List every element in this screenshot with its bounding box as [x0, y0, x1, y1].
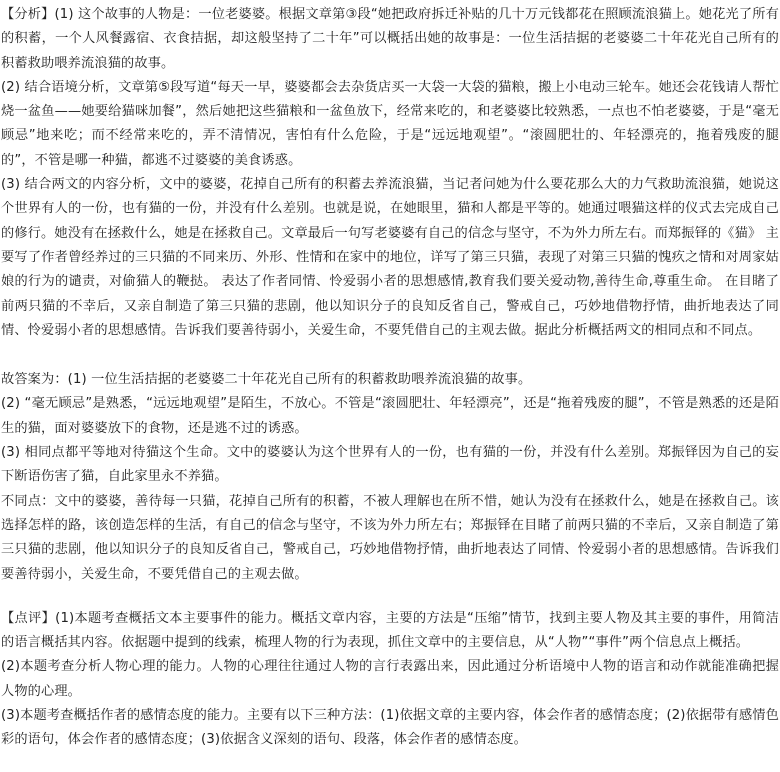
- analysis-paragraph-1: 【分析】(1) 这个故事的人物是：一位老婆婆。根据文章第③段“她把政府拆迁补贴的几十万元钱都花在照顾流浪猫上。她花光了所有的积蓄，一个人风餐露宿、衣食拮据，却这般坚持了二十年”可以概括出她的故事是：一位生活拮据的老婆婆二十年花光自己所有的积蓄救助喂养流浪猫的故事。: [1, 7, 779, 71]
- analysis-paragraph-2: (2) 结合语境分析，文章第⑤段写道“每天一早，婆婆都会去杂货店买一大袋一大袋的猫粮，搬上小电动三轮车。她还会花钱请人帮忙烧一盆鱼——她要给猫咪加餐”，然后她把这些猫粮和一盆鱼放下，经常来吃的，和老婆婆比较熟悉，一点也不怕老婆婆，于是“毫无顾忌”地来吃；而不经常来吃的，弄不清情况，害怕有什么危险，于是“远远地观望”。“滚圆肥壮的、年轻漂亮的，拖着残废的腿的”，不管是哪一种猫，都逃不过婆婆的美食诱惑。: [1, 79, 779, 168]
- answer-paragraph-2: (2) “毫无顾忌”是熟悉，“远远地观望”是陌生，不放心。不管是“滚圆肥壮、年轻漂亮”，还是“拖着残废的腿”，不管是熟悉的还是陌生的猫，面对婆婆放下的食物，还是逃不过的诱惑。: [1, 396, 779, 436]
- answer-paragraph-1: 故答案为：(1) 一位生活拮据的老婆婆二十年花光自己所有的积蓄救助喂养流浪猫的故事。: [1, 372, 532, 388]
- section-spacer: [0, 587, 780, 607]
- answer-paragraph-4: 不同点：文中的婆婆，善待每一只猫，花掉自己所有的积蓄，不被人理解也在所不惜，她认为没有在拯救什么，她是在拯救自己。该选择怎样的路，该创造怎样的生活，有自己的信念与坚守，不该为外力所左右；郑振铎在目睹了前两只猫的不幸后，又亲自制造了第三只猫的悲剧，他以知识分子的良知反省自己，警戒自己，巧妙地借物抒情，曲折地表达了同情、怜爱弱小者的思想感情。告诉我们要善待弱小，关爱生命，不要凭借自己的主观去做。: [1, 493, 779, 582]
- analysis-paragraph-3: (3) 结合两文的内容分析，文中的婆婆，花掉自己所有的积蓄去养流浪猫，当记者问她为什么要花那么大的力气救助流浪猫，她说这个世界有人的一份，也有猫的一份，并没有什么差别。也就是说，在她眼里，猫和人都是平等的。她通过喂猫这样的仪式去完成自己的修行。她没有在拯救什么，她是在拯救自己。文章最后一句写老婆婆有自己的信念与坚守，不为外力所左右。而郑振铎的《猫》 主要写了作者曾经养过的三只猫的不同来历、外形、性情和在家中的地位，详写了第三只猫，表现了对第三只猫的愧疚之情和对周家姑娘的行为的谴责，对偷猫人的鞭挞。 表达了作者同情、怜爱弱小者的思想感情,教育我们要关爱动物,善待生命,尊重生命。 在目睹了前两只猫的不幸后，又亲自制造了第三只猫的悲剧，他以知识分子的良知反省自己，警戒自己，巧妙地借物抒情，曲折地表达了同情、怜爱弱小者的思想感情。告诉我们要善待弱小，关爱生命，不要凭借自己的主观去做。据此分析概括两文的相同点和不同点。: [1, 177, 779, 338]
- answer-paragraph-3: (3) 相同点都平等地对待猫这个生命。文中的婆婆认为这个世界有人的一份，也有猫的一份，并没有什么差别。郑振铎因为自己的妄下断语伤害了猫，自此家里永不养猫。: [1, 445, 779, 485]
- section-spacer: [0, 343, 780, 368]
- comment-paragraph-2: (2)本题考查分析人物心理的能力。人物的心理往往通过人物的言行表露出来，因此通过分析语境中人物的语言和动作就能准确把握人物的心理。: [1, 659, 779, 699]
- analysis-section: [0, 3, 780, 343]
- comment-paragraph-3: (3)本题考查概括作者的感情态度的能力。主要有以下三种方法：(1)依据文章的主要内容，体会作者的感情态度；(2)依据带有感情色彩的语句，体会作者的感情态度；(3)依据含义深刻的语句、段落，体会作者的感情态度。: [1, 708, 779, 748]
- comment-paragraph-1: 【点评】(1)本题考查概括文本主要事件的能力。概括文章内容，主要的方法是“压缩”情节，找到主要人物及其主要的事件，用简洁的语言概括其内容。依据题中提到的线索，梳理人物的行为表现，抓住文章中的主要信息，从“人物”“事件”两个信息点上概括。: [1, 610, 779, 651]
- comment-section: [0, 607, 780, 753]
- answer-section: [0, 368, 780, 587]
